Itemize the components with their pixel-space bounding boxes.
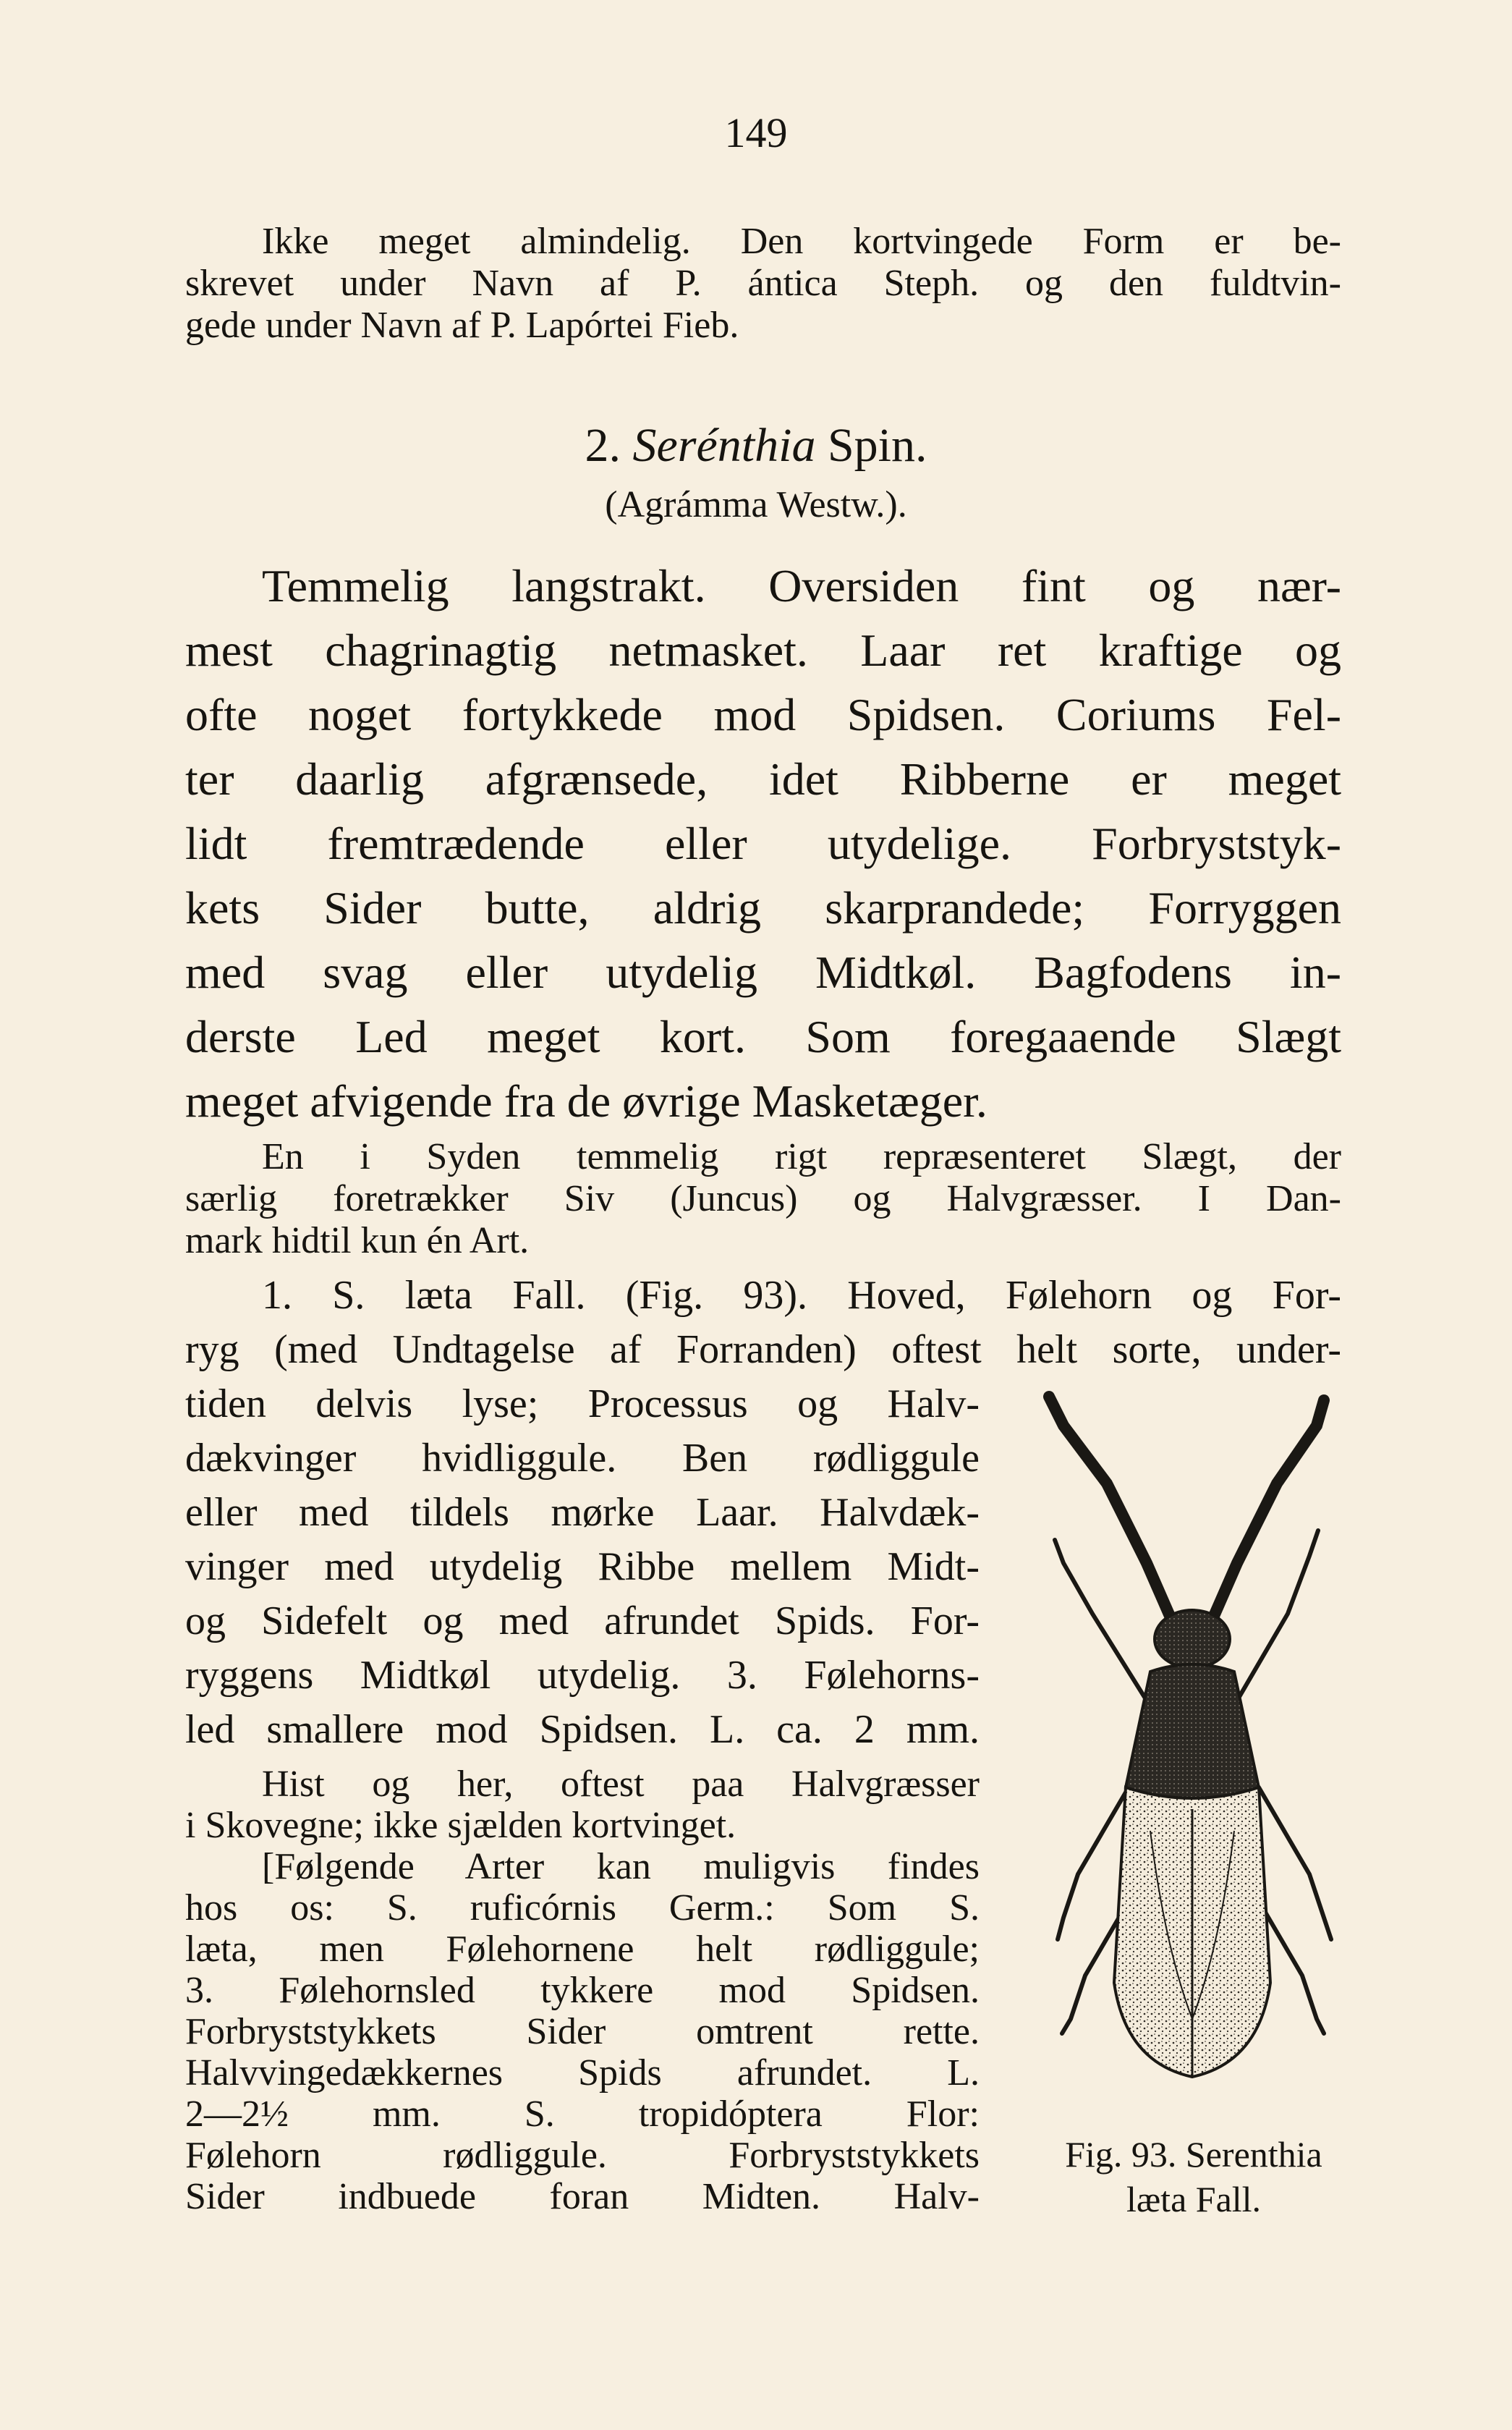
species-line-7: og Sidefelt og med afrundet Spids. For- [185,1599,980,1643]
other-line-4: 3. Følehornsled tykkere mod Spidsen. [185,1970,980,2011]
description-line-7: med svag eller utydelig Midtkøl. Bagfodens in- [185,947,1341,998]
other-line-7: 2—2½ mm. S. tropidóptera Flor: [185,2094,980,2135]
note-line-1: En i Syden temmelig rigt repræsenteret Slægt, der [262,1136,1341,1177]
species-line-6: vinger med utydelig Ribbe mellem Midt- [185,1544,980,1589]
other-line-3: læta, men Følehornene helt rødliggule; [185,1929,980,1970]
other-line-9: Sider indbuede foran Midten. Halv- [185,2176,980,2217]
genus-name: Serénthia [632,419,816,472]
beetle-illustration-icon [1020,1382,1367,2099]
species-line-1: 1. S. læta Fall. (Fig. 93). Hoved, Følehorn og For- [262,1273,1341,1318]
figure-caption [998,2132,1389,2222]
other-line-8: Følehorn rødliggule. Forbryststykkets [185,2135,980,2176]
species-line-3: tiden delvis lyse; Processus og Halv- [185,1381,980,1426]
intro-line-1: Ikke meget almindelig. Den kortvingede Form er be- [262,221,1341,262]
species-note-line-2: i Skovegne; ikke sjælden kortvinget. [185,1805,736,1846]
note-line-2: særlig foretrækker Siv (Juncus) og Halvgræsser. I Dan- [185,1178,1341,1219]
species-line-4: dækvinger hvidliggule. Ben rødliggule [185,1436,980,1481]
other-line-2: hos os: S. ruficórnis Germ.: Som S. [185,1887,980,1929]
intro-line-3: gede under Navn af P. Lapórtei Fieb. [185,305,739,346]
page-number: 149 [724,109,788,156]
other-line-6: Halvvingedækkernes Spids afrundet. L. [185,2052,980,2094]
description-line-9: meget afvigende fra de øvrige Masketæger. [185,1075,988,1127]
description-line-8: derste Led meget kort. Som foregaaende Slægt [185,1011,1341,1062]
figure-caption-line-2: læta Fall. [1126,2179,1262,2219]
description-line-4: ter daarlig afgrænsede, idet Ribberne er meget [185,753,1341,805]
description-line-2: mest chagrinagtig netmasket. Laar ret kraftige og [185,625,1341,676]
genus-synonym: (Agrámma Westw.). [605,484,907,525]
figure-caption-line-1: Fig. 93. Serenthia [1065,2134,1322,2175]
species-line-9: led smallere mod Spidsen. L. ca. 2 mm. [185,1707,980,1752]
description-line-5: lidt fremtrædende eller utydelige. Forbryststyk- [185,818,1341,869]
species-line-2: ryg (med Undtagelse af Forranden) oftest helt sorte, under- [185,1327,1341,1372]
intro-line-2: skrevet under Navn af P. ántica Steph. og den fuldtvin- [185,263,1341,304]
description-line-6: kets Sider butte, aldrig skarprandede; Forryggen [185,882,1341,934]
note-line-3: mark hidtil kun én Art. [185,1220,530,1261]
description-line-3: ofte noget fortykkede mod Spidsen. Coriums Fel- [185,689,1341,740]
genus-number: 2. [585,419,621,472]
genus-heading [0,418,1512,473]
genus-author: Spin. [827,419,927,472]
species-line-8: ryggens Midtkøl utydelig. 3. Følehorns- [185,1653,980,1698]
species-note-line-1: Hist og her, oftest paa Halvgræsser [262,1764,980,1805]
other-line-1: [Følgende Arter kan muligvis findes [262,1846,980,1887]
description-line-1: Temmelig langstrakt. Oversiden fint og nær- [262,560,1341,611]
species-line-5: eller med tildels mørke Laar. Halvdæk- [185,1490,980,1535]
other-line-5: Forbryststykkets Sider omtrent rette. [185,2011,980,2052]
